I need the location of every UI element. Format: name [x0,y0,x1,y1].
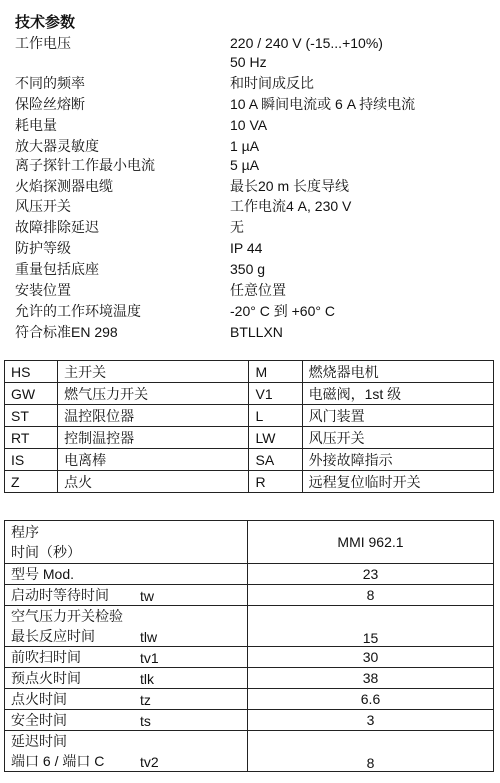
spec-key: 耗电量 [15,117,57,133]
program-label [5,710,248,731]
abbr-desc: 主开关 [58,361,249,383]
program-row [5,606,494,647]
program-header-line2: 时间（秒） [11,544,81,560]
abbr-code: V1 [249,383,302,405]
program-header-line1: 程序 [11,524,39,540]
program-label [5,668,248,689]
abbr-code: L [249,405,302,427]
program-label [5,689,248,710]
program-label-line: 启动时等待时间 [11,587,109,603]
spec-key: 重量包括底座 [15,261,99,277]
abbr-desc: 温控限位器 [58,405,249,427]
spec-row [15,52,485,72]
program-row [5,710,494,731]
spec-key: 故障排除延迟 [15,219,99,235]
program-header-row [5,521,494,564]
program-row [5,668,494,689]
spec-row [15,259,485,279]
spec-value: 和时间成反比 [230,75,314,91]
spec-value: 无 [230,219,244,235]
abbreviation-row [5,405,494,427]
spec-key: 风压开关 [15,198,71,214]
program-value: 3 [248,710,494,731]
abbr-code: LW [249,427,302,449]
abbr-desc: 点火 [58,471,249,493]
program-label-line: 安全时间 [11,712,67,728]
spec-key: 保险丝熔断 [15,96,85,112]
abbreviation-row [5,383,494,405]
program-tag: tz [140,692,151,708]
program-label-line: 前吹扫时间 [11,649,81,665]
spec-key: 安装位置 [15,282,71,298]
abbr-code: ST [5,405,58,427]
spec-row [15,33,485,53]
spec-value: IP 44 [230,240,263,256]
spec-key: 允许的工作环境温度 [15,303,141,319]
spec-row [15,280,485,300]
program-tag: tv1 [140,650,159,666]
abbr-desc: 控制温控器 [58,427,249,449]
program-value: 30 [248,647,494,668]
spec-value: 1 µA [230,138,260,154]
spec-value: 50 Hz [230,54,267,70]
spec-row [15,94,485,114]
spec-key: 防护等级 [15,240,71,256]
program-label [5,606,248,647]
abbr-code: GW [5,383,58,405]
abbreviation-row [5,427,494,449]
abbr-code: M [249,361,302,383]
program-header-value: MMI 962.1 [248,521,494,564]
spec-row [15,301,485,321]
spec-key: 放大器灵敏度 [15,138,99,154]
spec-value: 最长20 m 长度导线 [230,178,350,194]
abbr-desc: 外接故障指示 [302,449,493,471]
program-value: 15 [248,606,494,647]
spec-value: 220 / 240 V (-15...+10%) [230,35,383,51]
spec-row [15,176,485,196]
program-row [5,731,494,772]
program-value: 8 [248,585,494,606]
abbr-desc: 风门装置 [302,405,493,427]
program-header-label [5,521,248,564]
spec-row [15,217,485,237]
spec-key: 工作电压 [15,35,71,51]
program-row [5,564,494,585]
program-tag: tlk [140,671,154,687]
abbr-desc: 燃气压力开关 [58,383,249,405]
abbreviation-row [5,449,494,471]
spec-row [15,136,485,156]
abbr-code: HS [5,361,58,383]
spec-row [15,322,485,342]
program-label [5,585,248,606]
program-label-line: 型号 Mod. [11,566,75,582]
program-value: 23 [248,564,494,585]
abbr-desc: 风压开关 [302,427,493,449]
spec-value: 10 A 瞬间电流或 6 A 持续电流 [230,96,416,112]
spec-value: 工作电流4 A, 230 V [230,198,352,214]
program-label-line: 空气压力开关检验 [11,608,123,624]
program-table [4,520,494,772]
spec-value: 350 g [230,261,266,277]
spec-key: 符合标准EN 298 [15,324,118,340]
program-label [5,731,248,772]
program-value: 8 [248,731,494,772]
program-label-line: 预点火时间 [11,670,81,686]
spec-row [15,155,485,175]
abbr-desc: 远程复位临时开关 [302,471,493,493]
abbr-code: IS [5,449,58,471]
program-row [5,689,494,710]
abbreviation-table [4,360,494,493]
spec-key: 离子探针工作最小电流 [15,157,155,173]
abbreviation-row [5,471,494,493]
program-label-line: 点火时间 [11,691,67,707]
abbr-code: RT [5,427,58,449]
spec-key: 火焰探测器电缆 [15,178,113,194]
spec-key: 不同的频率 [15,75,85,91]
program-row [5,647,494,668]
section-title: 技术参数 [15,14,76,31]
program-tag: tlw [140,629,158,645]
spec-value: BTLLXN [230,324,283,340]
spec-value: 5 µA [230,157,260,173]
program-label-line: 端口 6 / 端口 C [11,753,105,769]
spec-row [15,73,485,93]
abbr-code: SA [249,449,302,471]
program-label [5,647,248,668]
spec-row [15,238,485,258]
spec-row [15,196,485,216]
program-label-line: 延迟时间 [11,733,67,749]
abbr-code: Z [5,471,58,493]
spec-row [15,115,485,135]
program-row [5,585,494,606]
abbr-desc: 电离棒 [58,449,249,471]
program-tag: ts [140,713,151,729]
program-value: 38 [248,668,494,689]
program-label-line: 最长反应时间 [11,628,95,644]
program-tag: tv2 [140,754,159,770]
spec-value: -20° C 到 +60° C [230,303,335,319]
spec-value: 任意位置 [230,282,286,298]
program-tag: tw [140,588,154,604]
program-value: 6.6 [248,689,494,710]
abbr-code: R [249,471,302,493]
abbr-desc: 电磁阀，1st 级 [302,383,493,405]
abbreviation-row [5,361,494,383]
abbr-desc: 燃烧器电机 [302,361,493,383]
spec-value: 10 VA [230,117,268,133]
program-label [5,564,248,585]
